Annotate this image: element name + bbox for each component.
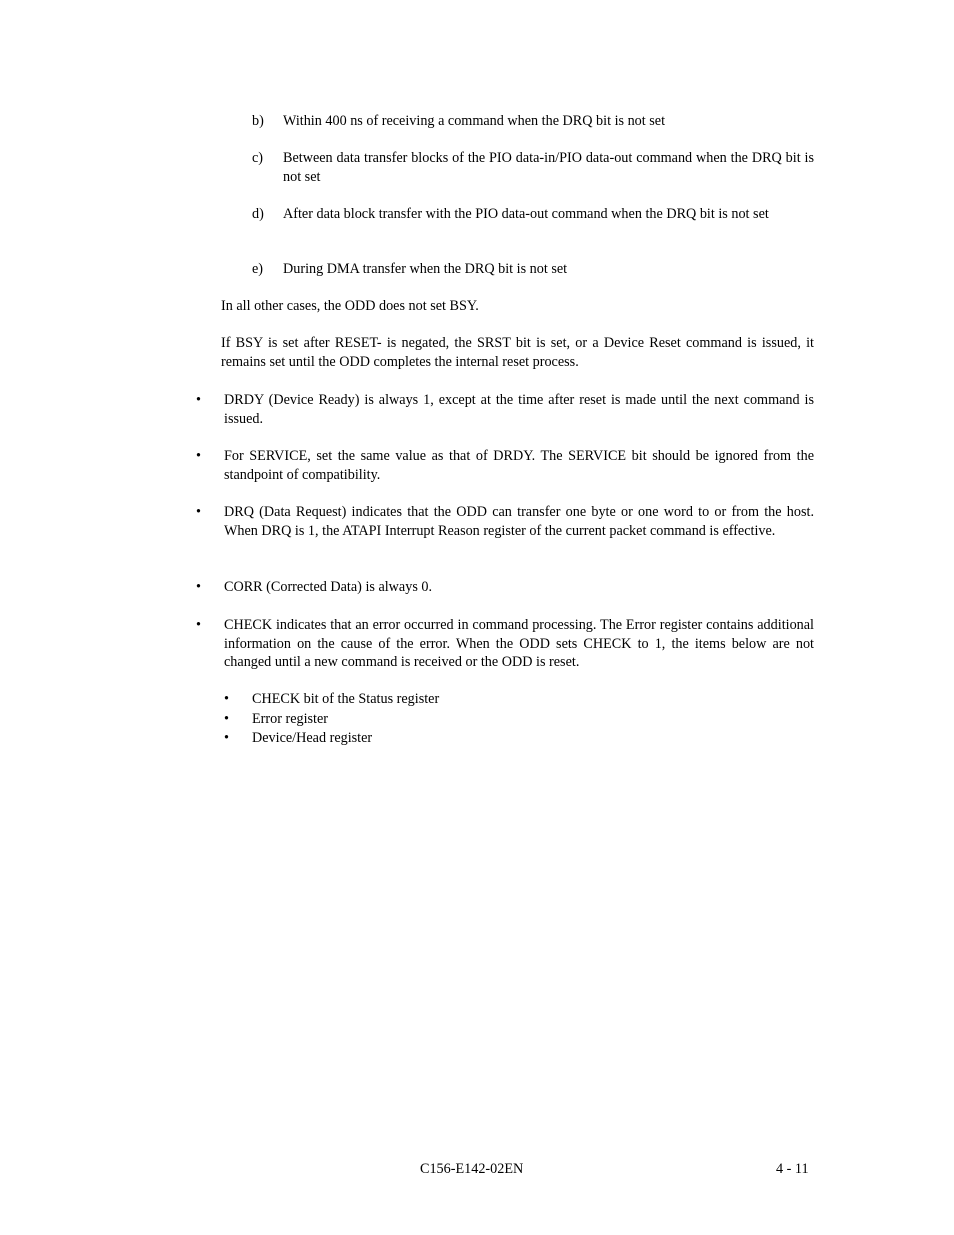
footer-document-id: C156-E142-02EN [420,1161,524,1177]
bullet-icon: • [196,579,201,595]
bullet-icon: • [224,730,229,746]
list-item-text: Within 400 ns of receiving a command when the DRQ bit is not set [283,113,666,129]
list-marker: c) [252,150,264,166]
list-item-text: Between data transfer blocks of the PIO data-in/PIO data-out command when the DRQ bit is not set [283,150,814,185]
bullet-text: DRQ (Data Request) indicates that the ODD can transfer one byte or one word to or from the host. When DRQ is 1, the ATAPI Interrupt Reason register of the current packet command is effective. [224,504,814,539]
list-marker: d) [252,206,264,222]
bullet-icon: • [196,392,201,408]
bullet-text: CORR (Corrected Data) is always 0. [224,579,433,595]
sub-bullet-text: Device/Head register [252,730,373,746]
footer-page-number: 4 - 11 [776,1161,809,1177]
paragraph-bsy-reset: If BSY is set after RESET- is negated, the SRST bit is set, or a Device Reset command is issued, it remains set until the ODD completes the internal reset process. [221,335,814,370]
bullet-text: For SERVICE, set the same value as that of DRDY. The SERVICE bit should be ignored from the standpoint of compatibility. [224,448,814,483]
sub-bullet-text: CHECK bit of the Status register [252,691,440,707]
bullet-icon: • [196,617,201,633]
list-item-text: During DMA transfer when the DRQ bit is not set [283,261,568,277]
bullet-icon: • [224,691,229,707]
bullet-icon: • [196,448,201,464]
bullet-text: CHECK indicates that an error occurred in command processing. The Error register contains additional information on the cause of the error. When the ODD sets CHECK to 1, the items below are not changed until a new command is received or the ODD is reset. [224,617,814,670]
bullet-icon: • [196,504,201,520]
paragraph-other-cases: In all other cases, the ODD does not set BSY. [221,298,479,314]
bullet-text: DRDY (Device Ready) is always 1, except at the time after reset is made until the next command is issued. [224,392,814,427]
list-marker: e) [252,261,264,277]
bullet-icon: • [224,711,229,727]
sub-bullet-text: Error register [252,711,329,727]
list-item-text: After data block transfer with the PIO data-out command when the DRQ bit is not set [283,206,769,222]
list-marker: b) [252,113,264,129]
